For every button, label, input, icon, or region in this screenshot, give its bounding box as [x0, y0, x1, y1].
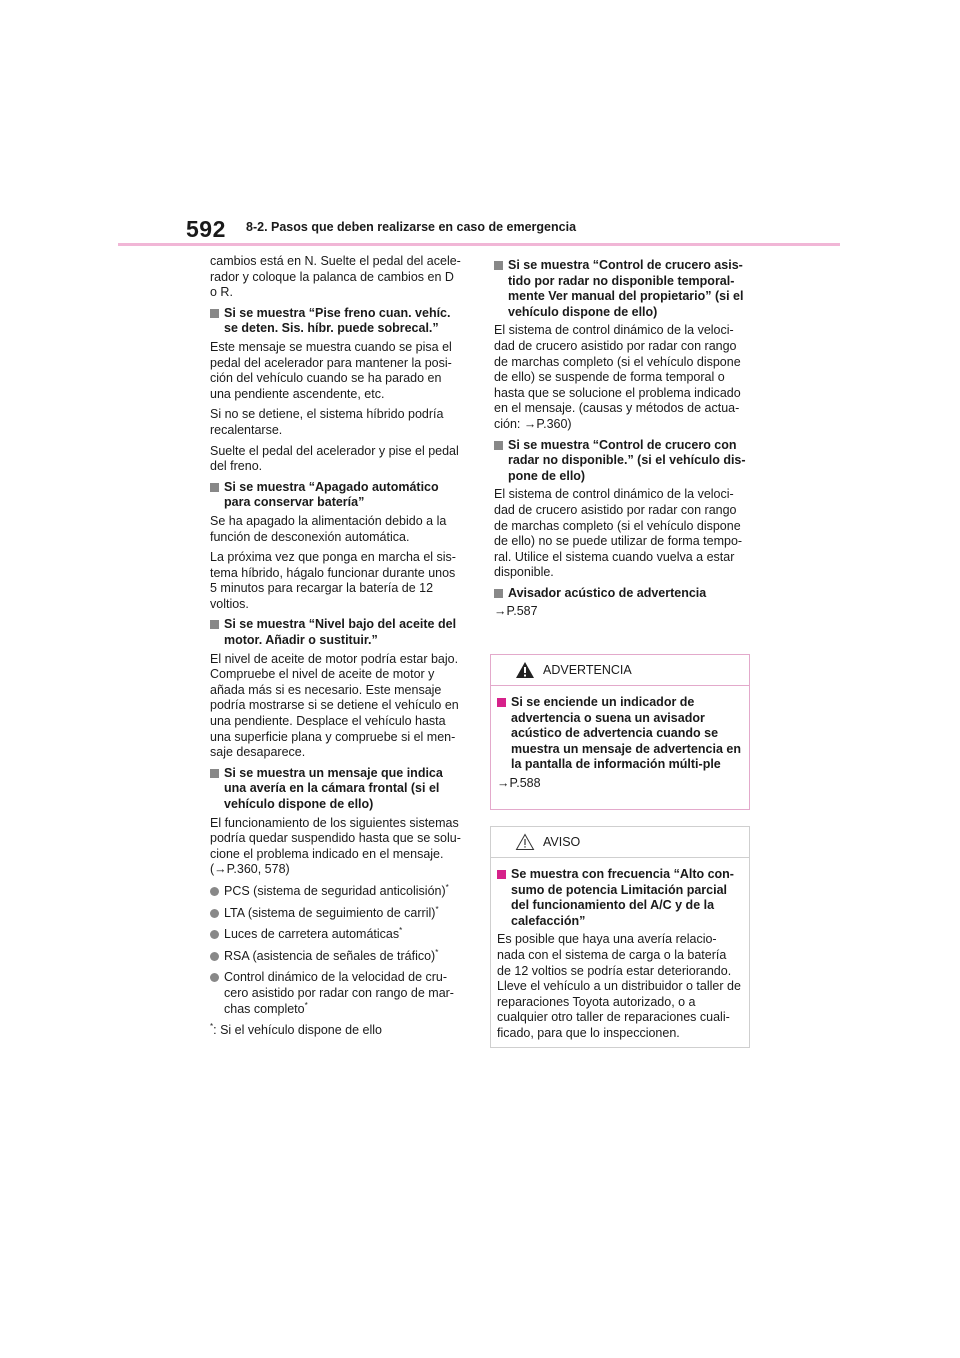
notice-heading [497, 867, 743, 929]
section-title: 8-2. Pasos que deben realizarse en caso de emergencia [246, 220, 577, 234]
heading-text: Si se muestra “Control de crucero con radar no disponible.” (si el vehículo dis-pone de ello) [508, 437, 746, 483]
heading-text: Si se muestra “Apagado automático para conservar batería” [224, 479, 439, 510]
square-bullet-icon [494, 441, 503, 450]
round-bullet-icon [210, 952, 219, 961]
warning-box-header [491, 655, 749, 686]
list-item [210, 906, 464, 922]
paragraph: El nivel de aceite de motor podría estar bajo. Compruebe el nivel de aceite de motor y añada más si es necesario. Este mensaje podría mostrarse si se detiene el vehículo en una pendiente. Desplace el vehículo hasta una superficie plana y compruebe si el men-saje desaparece. [210, 651, 459, 760]
asterisk-mark: * [435, 947, 439, 957]
warning-heading [497, 695, 743, 773]
page-reference: →P.588 [497, 775, 541, 790]
heading-text: Si se muestra “Pise freno cuan. vehíc. se deten. Sis. híbr. puede sobrecal.” [224, 305, 451, 336]
warning-label: ADVERTENCIA [543, 663, 632, 677]
list-item-text: PCS (sistema de seguridad anticolisión) [224, 883, 446, 898]
asterisk-mark: * [435, 904, 439, 914]
heading-text: Si se enciende un indicador de advertencia o suena un avisador acústico de advertencia cuando se muestra un mensaje de advertencia en la pantalla de información múlti-ple [511, 695, 741, 772]
footnote [210, 1023, 464, 1039]
paragraph: Se ha apagado la alimentación debido a la función de desconexión automática. [210, 513, 447, 544]
page-number: 592 [186, 216, 226, 242]
round-bullet-icon [210, 973, 219, 982]
section-heading [494, 258, 748, 320]
paragraph: El funcionamiento de los siguientes sistemas podría quedar suspendido hasta que se solu-cione el problema indicado en el mensaje. (→P.360, 578) [210, 815, 461, 877]
header-rule [118, 243, 840, 246]
list-item-text: RSA (asistencia de señales de tráfico) [224, 948, 436, 963]
square-bullet-icon [494, 261, 503, 270]
list-item-text: Luces de carretera automáticas [224, 927, 400, 942]
round-bullet-icon [210, 930, 219, 939]
paragraph: El sistema de control dinámico de la veloci-dad de crucero asistido por radar con rango de marchas completo (si el vehículo dispone de ello) no se puede utilizar de forma tempo-ral. Utilice el sistema cuando vuelva a estar disponible. [494, 487, 743, 580]
heading-text: Avisador acústico de advertencia [508, 585, 707, 600]
left-column [210, 254, 464, 1044]
round-bullet-icon [210, 887, 219, 896]
caution-triangle-icon [515, 833, 535, 851]
section-heading [210, 766, 464, 813]
paragraph: Si no se detiene, el sistema híbrido podría recalentarse. [210, 407, 444, 437]
paragraph: Este mensaje se muestra cuando se pisa el pedal del acelerador para mantener la posi-ción del vehículo cuando se ha parado en una pendiente ascendente, etc. [210, 339, 452, 401]
list-item-text: LTA (sistema de seguimiento de carril) [224, 905, 436, 920]
heading-text: Si se muestra “Control de crucero asis-tido por radar no disponible temporal-mente Ver manual del propietario” (si el vehículo dispone de ello) [508, 258, 744, 319]
list-item [210, 884, 464, 900]
paragraph: Es posible que haya una avería relacio-nada con el sistema de carga o la batería de 12 voltios se podría estar deteriorando. Lleve el vehículo a un distribuidor o taller de reparaciones Toyota autorizado, o a cualquier otro taller de reparaciones cuali-ficado, para que lo inspeccionen. [497, 932, 741, 1040]
square-bullet-icon [494, 589, 503, 598]
section-heading [210, 617, 464, 648]
square-bullet-icon [210, 769, 219, 778]
paragraph: La próxima vez que ponga en marcha el sis-tema híbrido, hágalo funcionar durante unos 5 minutos para recargar la batería de 12 voltios. [210, 550, 456, 611]
list-item [210, 970, 464, 1017]
section-heading [210, 480, 464, 511]
notice-box [490, 826, 750, 1048]
paragraph: Suelte el pedal del acelerador y pise el pedal del freno. [210, 443, 459, 474]
square-bullet-icon [497, 698, 506, 707]
list-item-text: Control dinámico de la velocidad de cru-cero asistido por radar con rango de mar-chas completo [224, 970, 454, 1016]
square-bullet-icon [210, 309, 219, 318]
asterisk-mark: * [445, 882, 449, 892]
asterisk-mark: * [399, 926, 403, 935]
paragraph: El sistema de control dinámico de la veloci-dad de crucero asistido por radar con rango de marchas completo (si el vehículo dispone de ello) se suspende de forma temporal o hasta que se solucione el problema indicado en el mensaje. (causas y métodos de actua-ción: →P.360) [494, 323, 741, 431]
list-item [210, 949, 464, 965]
notice-label: AVISO [543, 835, 581, 849]
page-reference: →P.587 [494, 604, 538, 619]
asterisk-mark: * [210, 1021, 214, 1031]
intro-paragraph: cambios está en N. Suelte el pedal del acele-rador y coloque la palanca de cambios en D o R. [210, 254, 461, 300]
section-heading [494, 438, 748, 485]
section-heading [494, 586, 748, 602]
right-column [494, 254, 748, 625]
heading-text: Si se muestra un mensaje que indica una avería en la cámara frontal (si el vehículo dispone de ello) [224, 765, 443, 811]
warning-triangle-icon [515, 661, 535, 679]
square-bullet-icon [210, 620, 219, 629]
footnote-text: : Si el vehículo dispone de ello [213, 1023, 382, 1038]
notice-box-header [491, 827, 749, 858]
list-item [210, 927, 464, 943]
warning-box [490, 654, 750, 810]
square-bullet-icon [210, 483, 219, 492]
section-heading [210, 306, 464, 337]
asterisk-mark: * [304, 1000, 308, 1010]
square-bullet-icon [497, 870, 506, 879]
round-bullet-icon [210, 909, 219, 918]
heading-text: Se muestra con frecuencia “Alto con-sumo de potencia Limitación parcial del funcionamiento del A/C y de la calefacción” [511, 867, 734, 928]
heading-text: Si se muestra “Nivel bajo del aceite del motor. Añadir o sustituir.” [224, 617, 457, 648]
